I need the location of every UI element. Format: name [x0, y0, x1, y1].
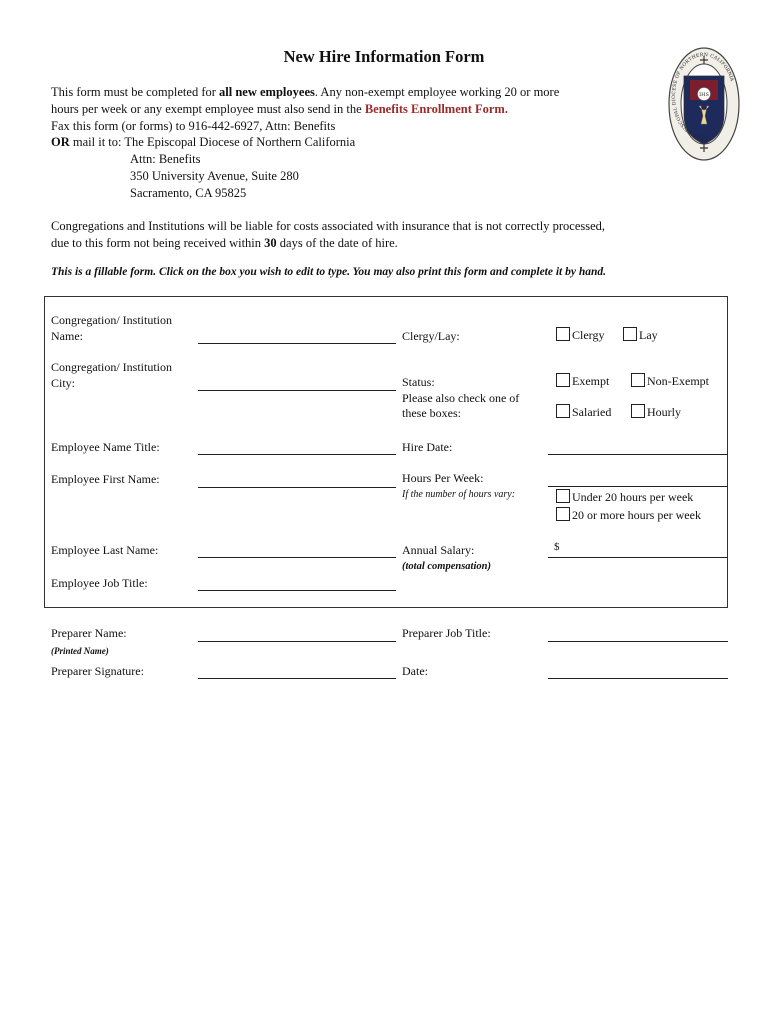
employee-job-title-field[interactable] — [198, 590, 396, 591]
salaried-checkbox[interactable] — [556, 404, 570, 418]
clergy-option-label: Clergy — [572, 328, 605, 342]
hours-per-week-field[interactable] — [548, 486, 728, 487]
non-exempt-checkbox[interactable] — [631, 373, 645, 387]
non-exempt-option-label: Non-Exempt — [647, 374, 709, 388]
liability-paragraph: Congregations and Institutions will be liable for costs associated with insurance that is not correctly processed, due to this form not being received within 30 days of the date of hire. — [51, 219, 606, 250]
hire-date-label: Hire Date: — [402, 440, 453, 454]
under-20-hours-checkbox[interactable] — [556, 489, 570, 503]
fillable-form-note: This is a fillable form. Click on the box you wish to edit to type. You may also print this form and complete it by hand. — [51, 266, 607, 278]
mail-attn: Attn: Benefits — [130, 152, 201, 167]
intro-line-1: This form must be completed for all new employees. Any non-exempt employee working 20 or more — [51, 85, 560, 99]
page-title: New Hire Information Form — [283, 47, 485, 66]
printed-name-note: (Printed Name) — [51, 646, 109, 656]
total-compensation-note: (total compensation) — [402, 561, 491, 572]
over-20-hours-checkbox[interactable] — [556, 507, 570, 521]
clergy-checkbox[interactable] — [556, 327, 570, 341]
hourly-option-label: Hourly — [647, 405, 681, 419]
preparer-name-label: Preparer Name: — [51, 626, 127, 640]
lay-option-label: Lay — [639, 328, 658, 342]
exempt-option-label: Exempt — [572, 374, 610, 388]
svg-text:IHS: IHS — [699, 92, 709, 98]
hours-per-week-label: Hours Per Week: — [402, 471, 484, 485]
benefits-enrollment-form-link[interactable]: Benefits Enrollment Form — [364, 101, 505, 116]
exempt-checkbox[interactable] — [556, 373, 570, 387]
svg-text:THE EPISCOPAL DIOCESE OF NORTH: THE EPISCOPAL DIOCESE OF NORTHERN CALIFORNIA — [671, 52, 734, 140]
fax-instructions: Fax this form (or forms) to 916-442-6927, Attn: Benefits — [51, 118, 336, 133]
annual-salary-label: Annual Salary: — [402, 543, 475, 557]
over-20-hours-label: 20 or more hours per week — [572, 508, 701, 522]
date-label: Date: — [402, 664, 428, 678]
annual-salary-field[interactable] — [548, 557, 728, 558]
under-20-hours-label: Under 20 hours per week — [572, 490, 694, 504]
congregation-city-label: Congregation/ Institution City: — [51, 360, 172, 390]
employee-name-title-field[interactable] — [198, 454, 396, 455]
mail-street: 350 University Avenue, Suite 280 — [130, 168, 299, 183]
status-label: Status: Please also check one of these boxes: — [402, 375, 520, 420]
preparer-job-title-label: Preparer Job Title: — [402, 626, 491, 640]
intro-line-2: hours per week or any exempt employee must also send in the Benefits Enrollment Form. — [51, 101, 508, 116]
employee-name-title-label: Employee Name Title: — [51, 440, 160, 454]
intro-paragraph — [51, 84, 721, 202]
employee-first-name-field[interactable] — [198, 487, 396, 488]
employee-last-name-field[interactable] — [198, 557, 396, 558]
salaried-option-label: Salaried — [572, 405, 612, 419]
lay-checkbox[interactable] — [623, 327, 637, 341]
hire-date-field[interactable] — [548, 454, 728, 455]
hourly-checkbox[interactable] — [631, 404, 645, 418]
employee-job-title-label: Employee Job Title: — [51, 576, 148, 590]
preparer-signature-label: Preparer Signature: — [51, 664, 144, 678]
date-field[interactable] — [548, 678, 728, 679]
hours-vary-note: If the number of hours vary: — [402, 489, 516, 500]
congregation-city-field[interactable] — [198, 390, 396, 391]
salary-currency-symbol: $ — [554, 541, 560, 553]
mail-city: Sacramento, CA 95825 — [130, 185, 247, 200]
preparer-job-title-field[interactable] — [548, 641, 728, 642]
employee-first-name-label: Employee First Name: — [51, 472, 160, 486]
preparer-signature-field[interactable] — [198, 678, 396, 679]
congregation-name-label: Congregation/ Institution Name: — [51, 313, 172, 343]
clergy-lay-label: Clergy/Lay: — [402, 329, 460, 343]
employee-last-name-label: Employee Last Name: — [51, 543, 159, 557]
mail-instructions: OR mail it to: The Episcopal Diocese of Northern California — [51, 135, 356, 150]
preparer-name-field[interactable] — [198, 641, 396, 642]
congregation-name-field[interactable] — [198, 343, 396, 344]
